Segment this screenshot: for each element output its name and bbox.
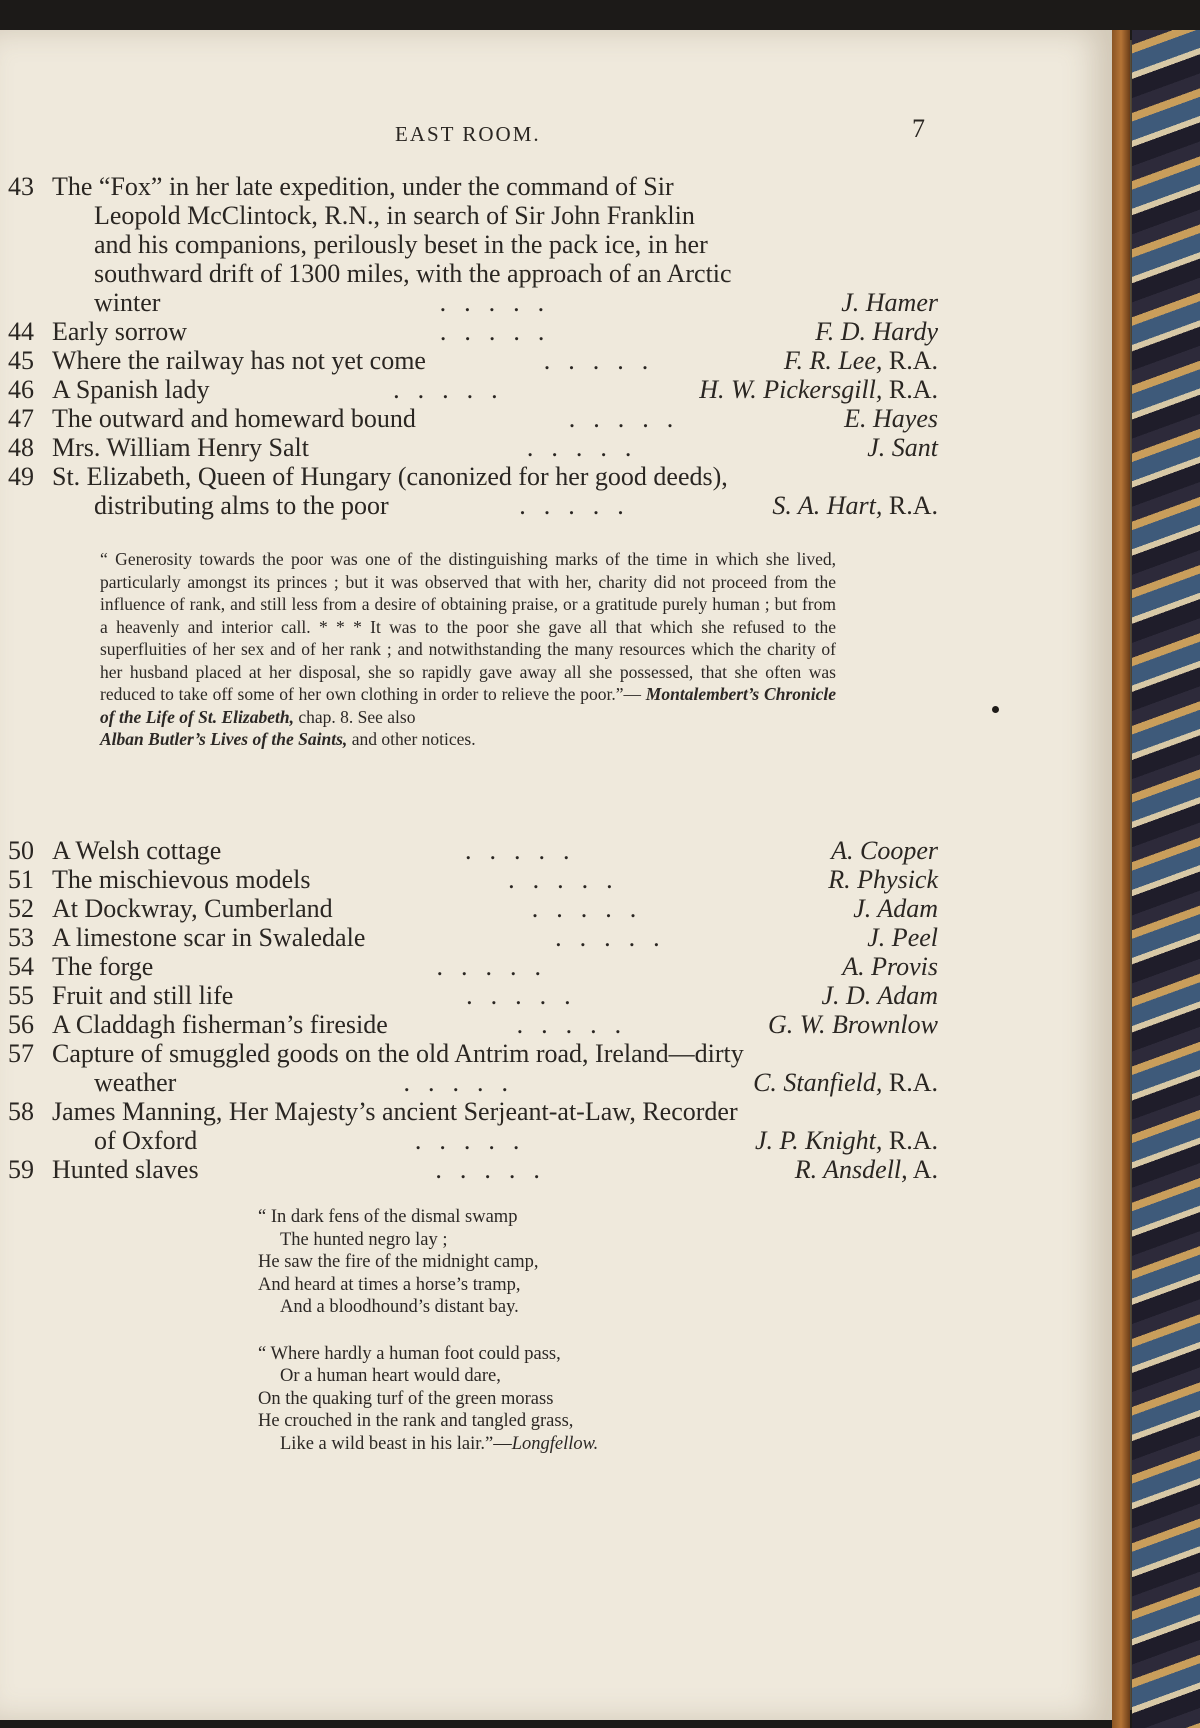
catalogue-entry <box>8 172 938 317</box>
entry-title-line: At Dockwray, Cumberland <box>52 894 333 923</box>
poem-line: On the quaking turf of the green morass <box>258 1388 554 1409</box>
artist-suffix: R.A. <box>882 1126 938 1155</box>
entry-number: 51 <box>8 865 34 894</box>
poem-line: And heard at times a horse’s tramp, <box>258 1274 521 1295</box>
entry-artist <box>784 346 938 375</box>
poem-line: And a bloodhound’s distant bay. <box>280 1297 519 1317</box>
catalogue-entry <box>8 375 938 404</box>
entry-title-line: winter <box>94 288 161 317</box>
entry-artist <box>842 952 938 981</box>
leader-dots: ..... <box>436 952 559 981</box>
catalogue-entry <box>8 1097 938 1155</box>
poem-line: The hunted negro lay ; <box>280 1229 448 1250</box>
entry-number: 55 <box>8 981 34 1010</box>
catalogue-entry <box>8 317 938 346</box>
entry-artist <box>828 865 938 894</box>
entry-title-line: Hunted slaves <box>52 1155 199 1184</box>
artist-name: A. Provis <box>842 952 938 981</box>
quote-mid: chap. 8. See also <box>293 706 416 727</box>
artist-name: J. Hamer <box>841 288 938 317</box>
catalogue-entry <box>8 981 938 1010</box>
quotation-block <box>100 548 836 751</box>
artist-name: E. Hayes <box>844 404 938 433</box>
artist-suffix: R.A. <box>882 346 938 375</box>
entry-title-line: Leopold McClintock, R.N., in search of Sir John Franklin <box>94 201 695 230</box>
leader-dots: ..... <box>466 981 589 1010</box>
entry-title-line: of Oxford <box>94 1126 198 1155</box>
catalogue-entry <box>8 404 938 433</box>
leader-dots: ..... <box>439 317 563 346</box>
artist-suffix: A. <box>907 1155 938 1184</box>
entry-title-line: Mrs. William Henry Salt <box>52 433 310 462</box>
artist-name: S. A. Hart, <box>772 491 883 520</box>
poem-line: Or a human heart would dare, <box>280 1366 501 1386</box>
entry-title-line: St. Elizabeth, Queen of Hungary (canonized for her good deeds), <box>52 462 728 491</box>
catalogue-entries-first <box>8 172 938 520</box>
entry-artist <box>821 981 938 1010</box>
entry-number: 43 <box>8 172 34 201</box>
poem-attribution: Longfellow. <box>511 1433 599 1454</box>
entry-artist <box>753 1068 938 1097</box>
entry-title-line: weather <box>94 1068 177 1097</box>
entry-artist <box>795 1155 938 1184</box>
catalogue-entries-second <box>8 836 938 1184</box>
entry-title-line: A Claddagh fisherman’s fireside <box>52 1010 388 1039</box>
entry-number: 45 <box>8 346 34 375</box>
leader-dots: ..... <box>439 288 563 317</box>
entry-number: 49 <box>8 462 34 491</box>
poem-stanza-2 <box>258 1343 598 1456</box>
entry-title-line: James Manning, Her Majesty’s ancient Serjeant-at-Law, Recorder <box>52 1097 738 1126</box>
entry-title-line: distributing alms to the poor <box>94 491 389 520</box>
catalogue-entry <box>8 1155 938 1184</box>
entry-title-line: The outward and homeward bound <box>52 404 416 433</box>
artist-name: R. Physick <box>828 865 938 894</box>
leader-dots: ..... <box>568 404 692 433</box>
entry-title-line: A Spanish lady <box>52 375 210 404</box>
quote-source-2: Alban Butler’s Lives of the Saints, <box>100 729 348 749</box>
catalogue-entry <box>8 1039 938 1097</box>
catalogue-entry <box>8 923 938 952</box>
entry-title-line: Capture of smuggled goods on the old Antrim road, Ireland—dirty <box>52 1039 744 1068</box>
quote-source-1: Montalembert’s Chronicle of the Life of St. Elizabeth, <box>100 684 837 727</box>
catalogue-entry <box>8 952 938 981</box>
leader-dots: ..... <box>403 1068 526 1097</box>
entry-artist <box>867 923 938 952</box>
entry-artist <box>699 375 938 404</box>
poem-line: “ In dark fens of the dismal swamp <box>258 1207 518 1227</box>
catalogue-entry <box>8 894 938 923</box>
entry-number: 53 <box>8 923 34 952</box>
entry-number: 48 <box>8 433 34 462</box>
catalogue-entry <box>8 433 938 462</box>
running-header: EAST ROOM. <box>395 122 541 146</box>
entry-artist <box>853 894 938 923</box>
entry-artist <box>815 317 938 346</box>
entry-title-line: Fruit and still life <box>52 981 234 1010</box>
leader-dots: ..... <box>543 346 667 375</box>
artist-name: F. D. Hardy <box>815 317 938 346</box>
poem-line: He crouched in the rank and tangled grass, <box>258 1411 574 1431</box>
artist-name: G. W. Brownlow <box>768 1010 938 1039</box>
entry-title-line: The forge <box>52 952 154 981</box>
entry-title-line: A Welsh cottage <box>52 836 222 865</box>
artist-name: F. R. Lee, <box>783 346 883 375</box>
leader-dots: ..... <box>464 836 588 865</box>
artist-name: J. Peel <box>867 923 938 952</box>
leader-dots: ..... <box>393 375 516 404</box>
entry-title-line: A limestone scar in Swaledale <box>52 923 366 952</box>
entry-artist <box>841 288 938 317</box>
leader-dots: ..... <box>414 1126 538 1155</box>
artist-name: H. W. Pickersgill, <box>699 375 883 404</box>
catalogue-entry <box>8 836 938 865</box>
entry-title-line: and his companions, perilously beset in the pack ice, in her <box>94 230 708 259</box>
entry-artist <box>768 1010 938 1039</box>
entry-number: 56 <box>8 1010 34 1039</box>
catalogue-entry <box>8 346 938 375</box>
entry-artist <box>831 836 938 865</box>
entry-title-line: southward drift of 1300 miles, with the approach of an Arctic <box>94 259 732 288</box>
entry-title-line: The “Fox” in her late expedition, under the command of Sir <box>52 172 674 201</box>
artist-suffix: R.A. <box>882 375 938 404</box>
artist-name: A. Cooper <box>831 836 938 865</box>
entry-artist <box>844 404 938 433</box>
artist-suffix: R.A. <box>882 491 938 520</box>
entry-artist <box>772 491 938 520</box>
entry-number: 47 <box>8 404 34 433</box>
leader-dots: ..... <box>516 1010 640 1039</box>
page-number: 7 <box>912 114 925 143</box>
artist-name: J. P. Knight, <box>755 1126 883 1155</box>
catalogue-entry <box>8 1010 938 1039</box>
poem-line: “ Where hardly a human foot could pass, <box>258 1343 561 1364</box>
entry-number: 46 <box>8 375 34 404</box>
artist-name: J. Adam <box>853 894 938 923</box>
leader-dots: ..... <box>519 491 642 520</box>
entry-number: 50 <box>8 836 34 865</box>
leader-dots: ..... <box>526 433 650 462</box>
poem-line-text: Like a wild beast in his lair.”— <box>280 1433 512 1454</box>
entry-number: 57 <box>8 1039 34 1068</box>
artist-name: J. D. Adam <box>821 981 938 1010</box>
catalogue-entry <box>8 462 938 520</box>
ink-speck <box>992 706 999 713</box>
poem-stanza-1 <box>258 1206 598 1319</box>
leader-dots: ..... <box>508 865 631 894</box>
artist-suffix: R.A. <box>882 1068 938 1097</box>
quote-text: “ Generosity towards the poor was one of the distinguishing marks of the time in which she lived, particularly amongst its princes ; but it was observed that with her, charity did not proceed from the influence of rank, and still less from a desire of obtaining praise, or a gratitude purely human ; but from a heavenly and interior call. * * * It was to the poor she gave all that which she refused to the superfluities of her sex and of her rank ; and notwithstanding the many resources which the charity of her husband placed at her disposal, she so rapidly gave away all she possessed, that she often was reduced to take off some of her own clothing in order to relieve the poor.”— <box>100 549 836 704</box>
entry-artist <box>867 433 938 462</box>
catalogue-entry <box>8 865 938 894</box>
entry-artist <box>755 1126 938 1155</box>
poem-line <box>258 1433 598 1456</box>
entry-number: 54 <box>8 952 34 981</box>
artist-name: C. Stanfield, <box>753 1068 883 1097</box>
entry-number: 59 <box>8 1155 34 1184</box>
artist-name: J. Sant <box>867 433 938 462</box>
leader-dots: ..... <box>555 923 678 952</box>
entry-title-line: Where the railway has not yet come <box>52 346 426 375</box>
entry-title-line: The mischievous models <box>52 865 311 894</box>
entry-number: 52 <box>8 894 34 923</box>
entry-number: 44 <box>8 317 34 346</box>
marbled-cover <box>1132 30 1200 1728</box>
poem-line: He saw the fire of the midnight camp, <box>258 1252 539 1272</box>
book-spine <box>1112 30 1130 1728</box>
artist-name: R. Ansdell, <box>794 1155 908 1184</box>
leader-dots: ..... <box>531 894 655 923</box>
quote-end: and other notices. <box>347 729 476 749</box>
entry-title-line: Early sorrow <box>52 317 188 346</box>
leader-dots: ..... <box>435 1155 558 1184</box>
entry-number: 58 <box>8 1097 34 1126</box>
poem-block <box>258 1206 598 1479</box>
